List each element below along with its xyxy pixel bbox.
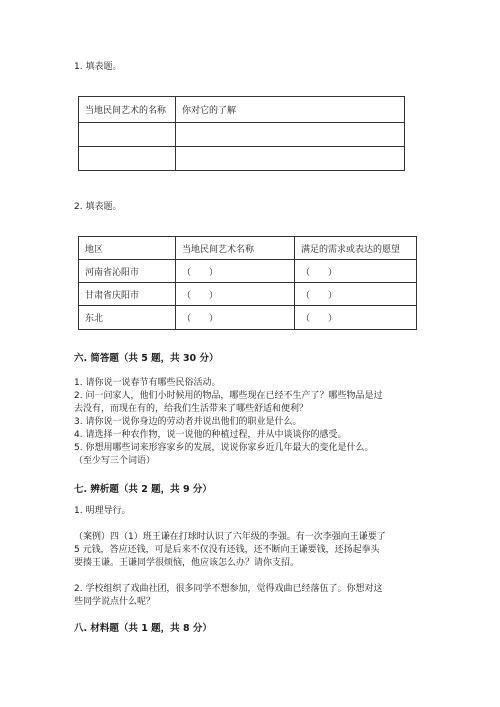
- table-row: [79, 147, 405, 171]
- section-6-line: 5. 你想用哪些词来形容家乡的发展，说说你家乡近几年最大的变化是什么。: [74, 443, 374, 453]
- table-cell[interactable]: [176, 260, 295, 283]
- answer-blank[interactable]: （ ）: [301, 314, 338, 324]
- table-header-row: [79, 237, 417, 260]
- section-7-title: 七. 辨析题（共 2 题，共 9 分）: [74, 484, 212, 495]
- answer-blank[interactable]: （ ）: [182, 290, 219, 301]
- section-6-line: 4. 请选择一种农作物，说一说他的种植过程，并从中谈谈你的感受。: [74, 430, 347, 440]
- table-row: [79, 260, 417, 283]
- table-cell[interactable]: [295, 283, 417, 306]
- table-cell: 东北: [79, 306, 176, 330]
- question-1-title: 1. 填表题。: [74, 62, 122, 72]
- case-line: 要揍王谦。王谦同学很烦恼，他应该怎么办？请你支招。: [74, 558, 300, 568]
- table-header-cell: 当地民间艺术的名称: [79, 97, 176, 123]
- table-cell[interactable]: [79, 147, 176, 171]
- question-2-title: 2. 填表题。: [74, 202, 122, 212]
- table-header-row: [79, 97, 405, 123]
- section-6-line: 2. 问一问家人，他们小时候用的物品，哪些现在已经不生产了？哪些物品是过: [74, 391, 383, 401]
- section-8-title: 八. 材料题（共 1 题，共 8 分）: [74, 623, 212, 634]
- question-2-table: [78, 236, 417, 330]
- table-cell[interactable]: [176, 123, 405, 147]
- table-cell[interactable]: [295, 306, 417, 330]
- table-header-cell: 你对它的了解: [176, 97, 405, 123]
- section-6-line: 1. 请你说一说春节有哪些民俗活动。: [74, 378, 221, 388]
- table-header-cell: 当地民间艺术名称: [176, 237, 295, 260]
- section-7-q2-line: 2. 学校组织了戏曲社团，很多同学不想参加，觉得戏曲已经落伍了。你想对这: [74, 584, 383, 594]
- question-1-table: [78, 96, 405, 171]
- table-header-cell: 地区: [79, 237, 176, 260]
- table-cell[interactable]: [176, 283, 295, 306]
- answer-blank[interactable]: （ ）: [182, 314, 219, 324]
- table-cell: 甘肃省庆阳市: [79, 283, 176, 306]
- section-6-title: 六. 简答题（共 5 题，共 30 分）: [74, 353, 219, 364]
- table-cell[interactable]: [79, 123, 176, 147]
- table-cell[interactable]: [176, 306, 295, 330]
- answer-blank[interactable]: （ ）: [301, 290, 338, 301]
- case-line: 5 元钱，答应还钱，可是后来不仅没有还钱，还不断向王谦要钱，还扬起拳头: [74, 545, 380, 555]
- answer-blank[interactable]: （ ）: [182, 267, 219, 278]
- table-cell[interactable]: [295, 260, 417, 283]
- table-row: [79, 283, 417, 306]
- section-6-line: （至少写三个词语）: [74, 456, 156, 466]
- table-cell[interactable]: [176, 147, 405, 171]
- table-row: [79, 123, 405, 147]
- table-header-cell: 满足的需求或表达的愿望: [295, 237, 417, 260]
- section-6-line: 3. 请你说一说你身边的劳动者并说出他们的职业是什么。: [74, 417, 302, 427]
- table-cell: 河南省沁阳市: [79, 260, 176, 283]
- case-line: （案例）四（1）班王谦在打球时认识了六年级的李强。有一次李强向王谦要了: [74, 532, 386, 542]
- table-row: [79, 306, 417, 330]
- section-7-q1-title: 1. 明理导行。: [74, 506, 131, 516]
- section-7-q2-line: 些同学说点什么呢？: [74, 597, 156, 607]
- section-6-line: 去没有，而现在有的，给我们生活带来了哪些舒适和便利？: [74, 404, 309, 414]
- answer-blank[interactable]: （ ）: [301, 267, 338, 278]
